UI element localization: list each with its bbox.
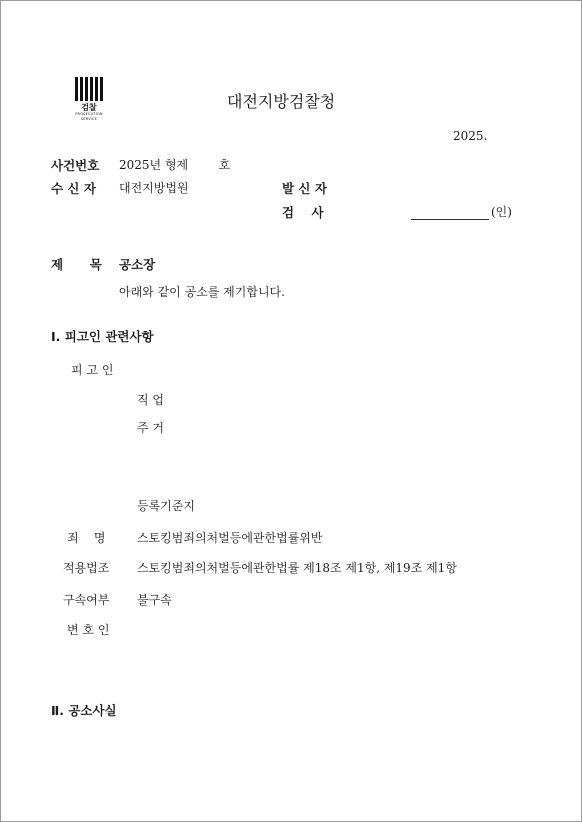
prosecutor-label: 검 사 (282, 205, 324, 220)
sender-label: 발 신 자 (282, 181, 327, 196)
registered-domicile-label: 등록기준지 (137, 499, 195, 513)
case-number-value: 2025년 형제 호 (119, 158, 231, 172)
recipient-value: 대전지방법원 (119, 181, 189, 195)
defendant-label: 피 고 인 (71, 363, 114, 377)
logo-subtext: PROSECUTION SERVICE (75, 112, 103, 121)
counsel-label: 변 호 인 (67, 623, 110, 637)
subject-intro: 아래와 같이 공소를 제기합니다. (119, 285, 285, 299)
detention-value: 불구속 (137, 593, 172, 607)
detention-label: 구속여부 (63, 593, 110, 607)
section2-title: Ⅱ. 공소사실 (51, 703, 117, 718)
logo-bars-icon (67, 77, 111, 101)
statute-label: 적용법조 (63, 561, 110, 575)
address-label: 주 거 (137, 421, 164, 435)
seal-mark: (인) (491, 205, 512, 219)
charge-value: 스토킹범죄의처벌등에관한법률위반 (137, 531, 323, 545)
case-number-label: 사건번호 (51, 158, 100, 173)
signature-line (411, 219, 489, 220)
statute-value: 스토킹범죄의처벌등에관한법률 제18조 제1항, 제19조 제1항 (137, 561, 457, 575)
recipient-label: 수 신 자 (51, 181, 96, 196)
subject-label: 제 목 (51, 257, 108, 272)
charge-label: 죄 명 (67, 531, 106, 545)
office-title: 대전지방검찰청 (227, 92, 336, 111)
logo-text: 검찰 (81, 103, 97, 112)
document-date: 2025. (453, 129, 488, 143)
prosecution-logo (67, 77, 111, 125)
subject-value: 공소장 (119, 257, 156, 272)
section1-title: Ⅰ. 피고인 관련사항 (51, 329, 154, 344)
occupation-label: 직 업 (137, 393, 164, 407)
